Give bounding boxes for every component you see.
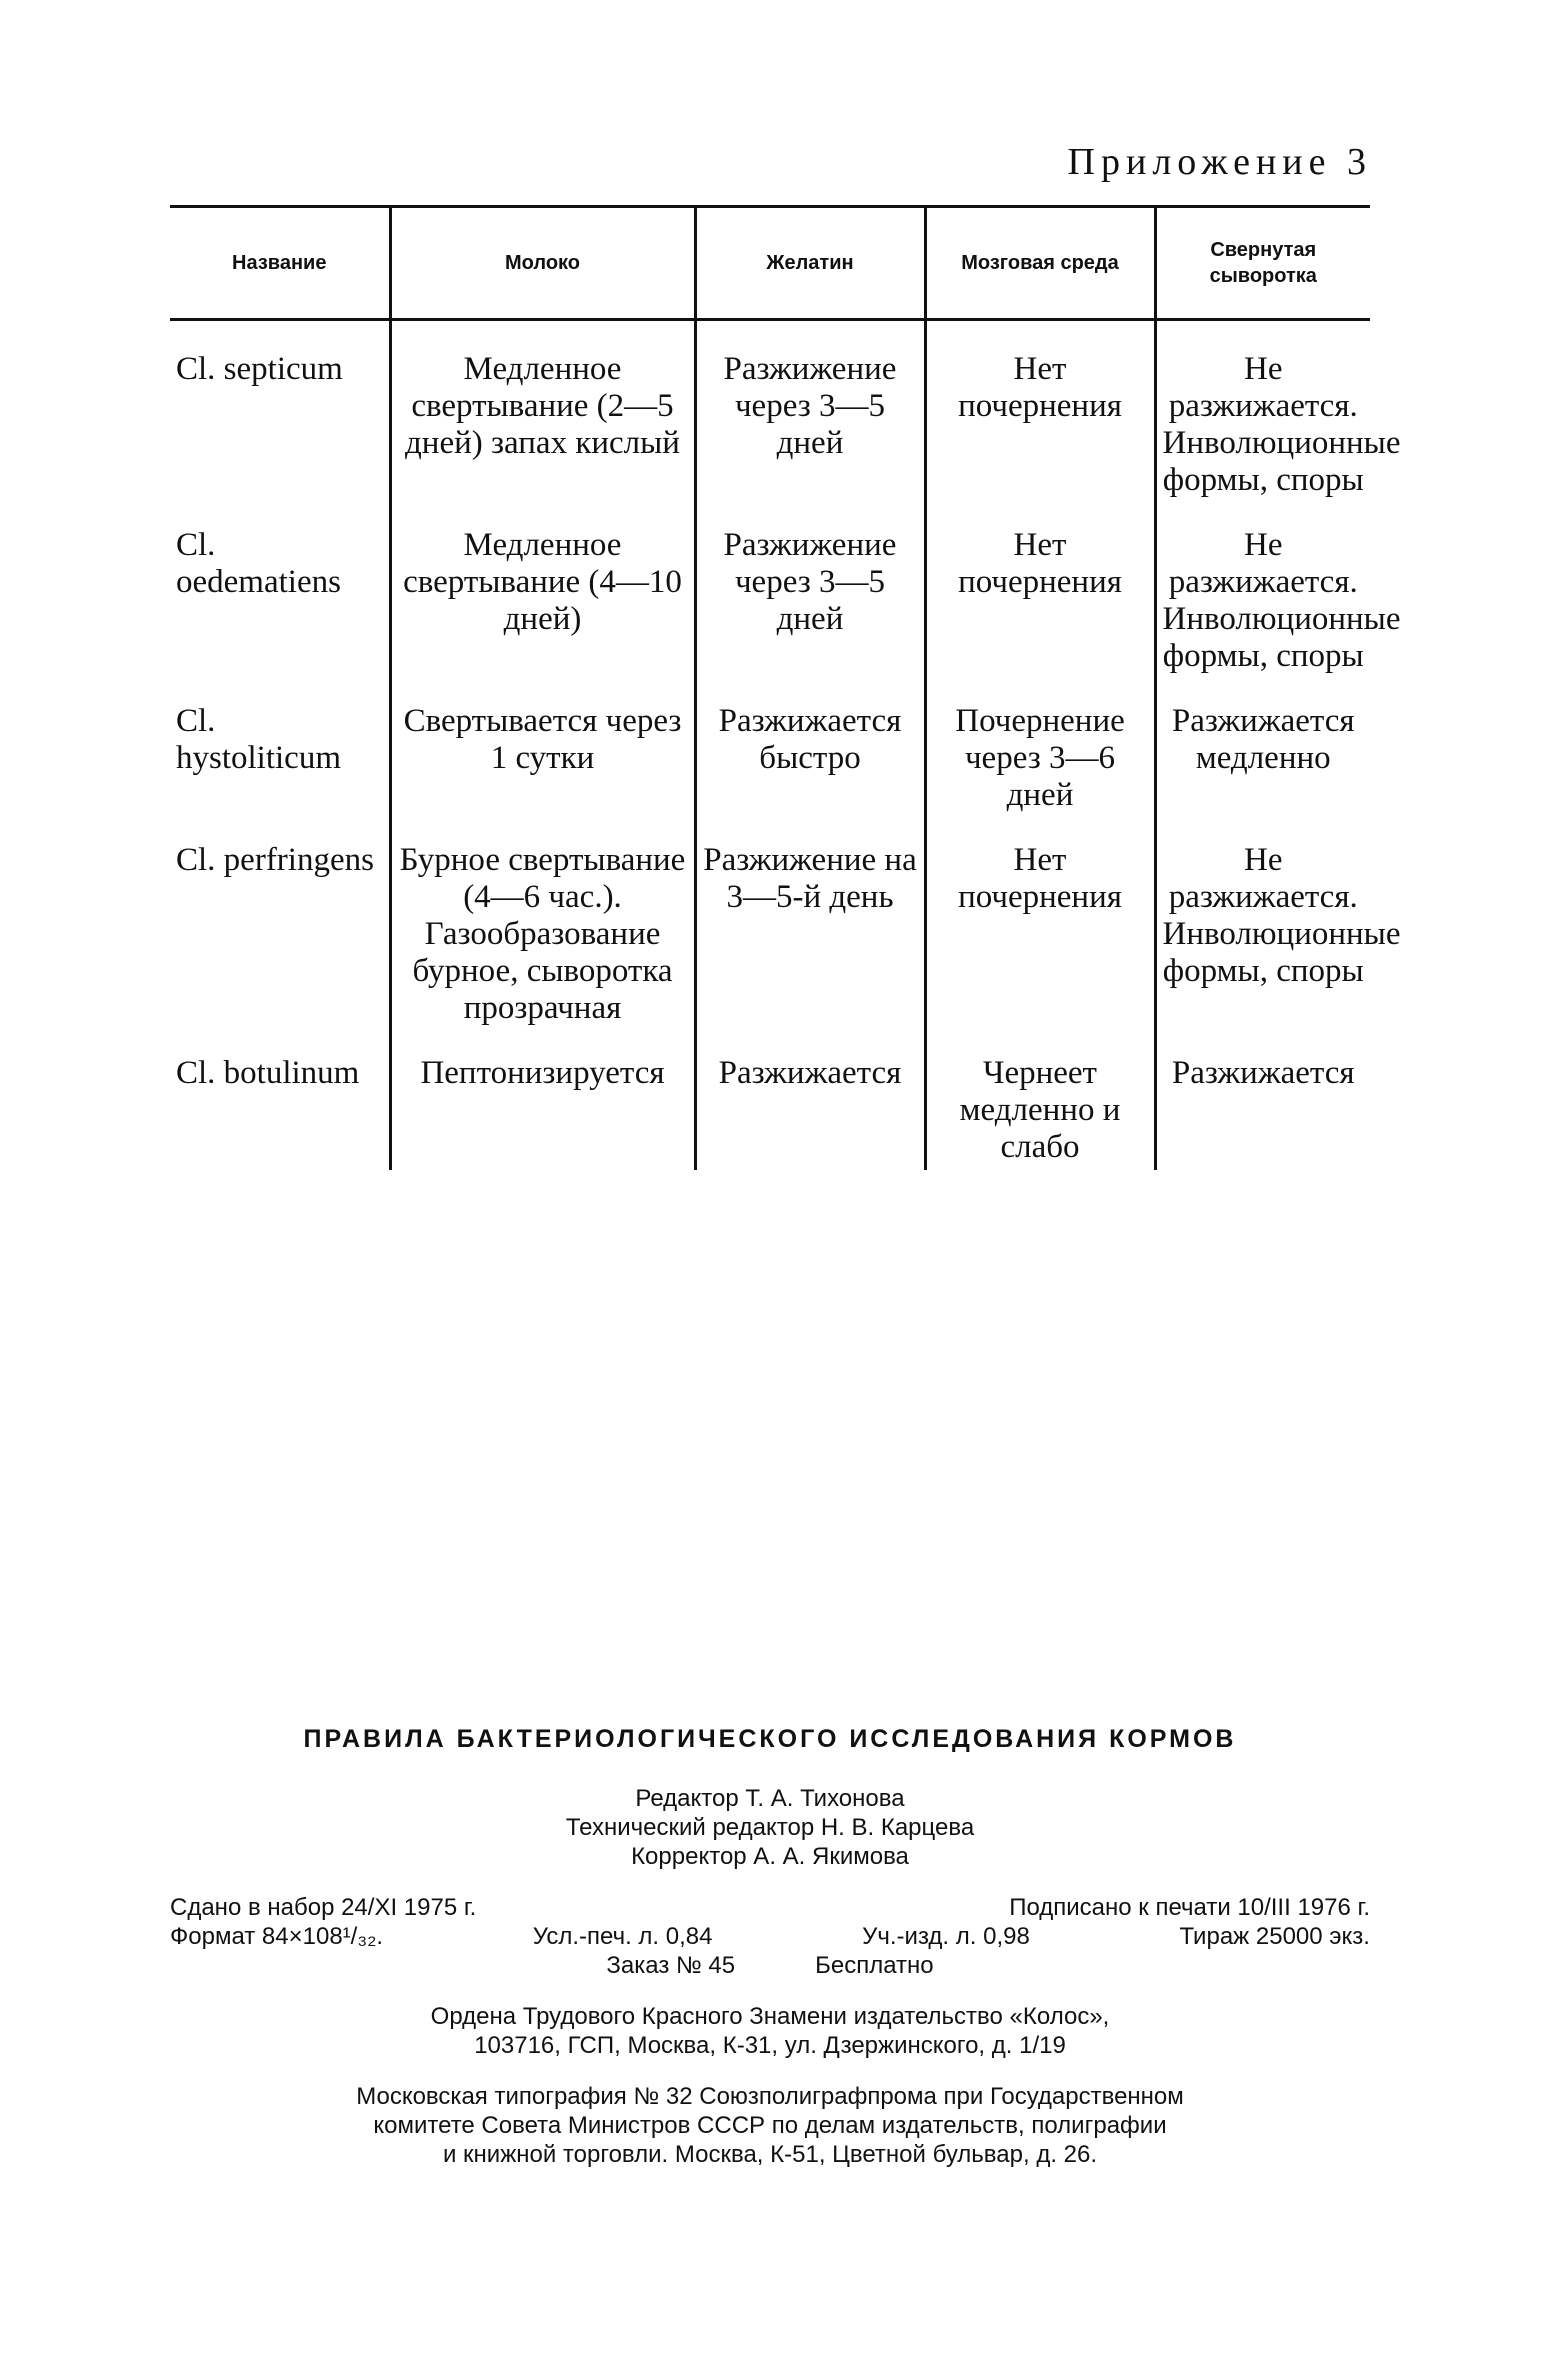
table-row (170, 695, 1370, 834)
cell-gelatin: Разжижение через 3—5 дней (695, 320, 925, 520)
cell-brain-medium: Нет почернения (925, 320, 1155, 520)
cell-gelatin: Разжижается быстро (695, 695, 925, 834)
price: Бесплатно (815, 1952, 934, 1979)
cell-milk: Медленное свертывание (2—5 дней) запах кислый (390, 320, 695, 520)
cell-serum: Не разжижается. Инволюционные формы, споры (1155, 834, 1370, 1047)
header-gelatin: Желатин (695, 207, 925, 320)
cell-serum: Не разжижается. Инволюционные формы, споры (1155, 519, 1370, 695)
cell-serum: Разжижается (1155, 1047, 1370, 1170)
corrector-line: Корректор А. А. Якимова (631, 1843, 909, 1870)
pub-row-order (170, 1951, 1370, 1980)
comparison-table-container (170, 205, 1401, 1170)
publication-details (170, 1893, 1370, 1980)
table-row (170, 320, 1370, 520)
comparison-table (170, 205, 1401, 1170)
pub-row-format (170, 1922, 1370, 1951)
order-number: Заказ № 45 (606, 1952, 736, 1979)
submitted-date: Сдано в набор 24/XI 1975 г. (170, 1894, 477, 1921)
publisher-block (170, 2002, 1370, 2060)
cell-name: Cl. perfringens (176, 842, 374, 878)
circulation: Тираж 25000 экз. (1179, 1923, 1370, 1950)
table-row (170, 1047, 1370, 1170)
cell-brain-medium: Почернение через 3—6 дней (925, 695, 1155, 834)
cell-name: Cl. septicum (176, 351, 343, 387)
table-header-row (170, 207, 1370, 320)
publisher-address: 103716, ГСП, Москва, К-31, ул. Дзержинского, д. 1/19 (474, 2032, 1066, 2059)
printer-line: и книжной торговли. Москва, К-51, Цветной бульвар, д. 26. (442, 2141, 1098, 2168)
editor-line: Редактор Т. А. Тихонова (635, 1785, 905, 1812)
pub-sheets: Уч.-изд. л. 0,98 (862, 1923, 1030, 1950)
tech-editor-line: Технический редактор Н. В. Карцева (565, 1814, 975, 1841)
cell-name: Cl. hystoliticum (176, 703, 341, 776)
cell-name: Cl. oedematiens (176, 527, 341, 600)
table-row (170, 519, 1370, 695)
printer-line: Московская типография № 32 Союзполиграфпрома при Государственном (356, 2083, 1184, 2110)
cell-milk: Медленное свертывание (4—10 дней) (390, 519, 695, 695)
appendix-title: Приложение 3 (1067, 141, 1372, 183)
cell-gelatin: Разжижение через 3—5 дней (695, 519, 925, 695)
cell-gelatin: Разжижение на 3—5-й день (695, 834, 925, 1047)
printer-block (170, 2082, 1370, 2169)
table-row (170, 834, 1370, 1047)
format: Формат 84×108¹/₃₂. (170, 1923, 384, 1950)
cell-brain-medium: Нет почернения (925, 834, 1155, 1047)
imprint-block (170, 1725, 1370, 2169)
cell-gelatin: Разжижается (695, 1047, 925, 1170)
signed-date: Подписано к печати 10/III 1976 г. (1009, 1894, 1370, 1921)
book-title: ПРАВИЛА БАКТЕРИОЛОГИЧЕСКОГО ИССЛЕДОВАНИЯ КОРМОВ (303, 1725, 1237, 1753)
header-coagulated-serum: Свернутая сыворотка (1155, 207, 1370, 320)
pub-row-dates (170, 1893, 1370, 1922)
cell-milk: Пептонизируется (390, 1047, 695, 1170)
cell-serum: Не разжижается. Инволюционные формы, споры (1155, 320, 1370, 520)
cell-name: Cl. botulinum (176, 1055, 360, 1091)
publisher-line: Ордена Трудового Красного Знамени издательство «Колос», (430, 2003, 1110, 2030)
header-name: Название (170, 207, 390, 320)
printer-line: комитете Совета Министров СССР по делам издательств, полиграфии (373, 2112, 1167, 2139)
cell-brain-medium: Чернеет медленно и слабо (925, 1047, 1155, 1170)
cell-milk: Бурное свертывание (4—6 час.). Газообразование бурное, сыворотка прозрачная (390, 834, 695, 1047)
cell-brain-medium: Нет почернения (925, 519, 1155, 695)
header-milk: Молоко (390, 207, 695, 320)
print-sheets: Усл.-печ. л. 0,84 (532, 1923, 713, 1950)
header-brain-medium: Мозговая среда (925, 207, 1155, 320)
cell-serum: Разжижается медленно (1155, 695, 1370, 834)
cell-milk: Свертывается через 1 сутки (390, 695, 695, 834)
